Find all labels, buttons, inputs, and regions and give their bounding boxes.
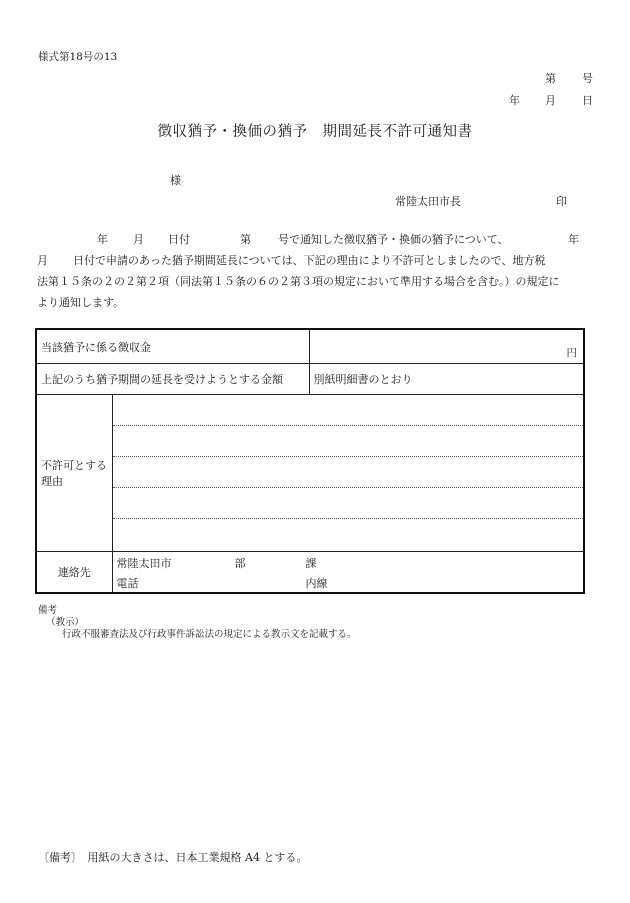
reason-line — [113, 457, 584, 488]
reason-line — [113, 488, 584, 519]
yen-unit: 円 — [566, 347, 577, 359]
paper-size-note: 〔備考〕 用紙の大きさは、日本工業規格 A4 とする。 — [38, 851, 308, 864]
contact-line-2 — [113, 572, 584, 592]
body-month2: 月 — [37, 254, 48, 267]
body-dai: 第 — [240, 233, 251, 246]
body-line-3: 法第１５条の２の２第２項（同法第１５条の６の２第３項の規定において準用する場合を含む。）の規定に — [37, 275, 560, 288]
body-line2-rest: 日付で申請のあった猶予期間延長については、下記の理由により不許可としましたので、地方税 — [73, 254, 546, 267]
body-line-4: より通知します。 — [37, 296, 125, 309]
contact-city: 常陸太田市 — [116, 557, 172, 570]
form-number: 様式第18号の13 — [38, 51, 118, 63]
body-line-2 — [37, 250, 597, 271]
notes-body: 行政不服審査法及び行政事件訴訟法の規定による教示文を記載する。 — [62, 629, 357, 640]
contact-info — [112, 552, 584, 594]
contact-ka: 課 — [305, 557, 317, 570]
body-dated: 日付 — [168, 233, 190, 246]
reference-go: 号 — [582, 72, 593, 85]
reason-line — [113, 395, 584, 426]
extension-amount-label: 上記のうち猶予期間の延長を受けようとする金額 — [36, 364, 309, 395]
date-month: 月 — [545, 94, 556, 107]
notice-body — [37, 229, 597, 313]
notice-table — [35, 328, 585, 594]
document-title: 徴収猶予・換価の猶予 期間延長不許可通知書 — [157, 124, 473, 140]
collection-amount-label: 当該猶予に係る徴収金 — [36, 329, 309, 364]
date-day: 日 — [582, 94, 593, 107]
reason-line — [113, 519, 584, 550]
reason-area — [112, 395, 584, 552]
reference-dai: 第 — [545, 72, 556, 85]
body-line-1 — [37, 229, 597, 250]
date-year: 年 — [509, 94, 520, 107]
addressee-suffix: 様 — [170, 174, 181, 187]
body-year: 年 — [97, 233, 108, 246]
issuer-name: 常陸太田市長 — [395, 195, 461, 208]
contact-extension: 内線 — [305, 577, 328, 590]
contact-line-1 — [113, 552, 584, 572]
contact-label: 連絡先 — [36, 552, 112, 594]
contact-phone: 電話 — [116, 577, 139, 590]
seal-mark: 印 — [556, 195, 567, 208]
contact-bu: 部 — [234, 557, 246, 570]
notes-sub: （教示） — [46, 617, 85, 628]
body-month: 月 — [133, 233, 144, 246]
body-year2: 年 — [568, 233, 579, 246]
reason-label: 不許可とする理由 — [36, 395, 112, 552]
body-line1-rest: 号で通知した徴収猶予・換価の猶予について、 — [278, 233, 509, 246]
collection-amount-cell — [309, 329, 584, 364]
reason-line — [113, 426, 584, 457]
extension-amount-value: 別紙明細書のとおり — [309, 364, 584, 395]
notes-heading: 備考 — [38, 605, 58, 616]
